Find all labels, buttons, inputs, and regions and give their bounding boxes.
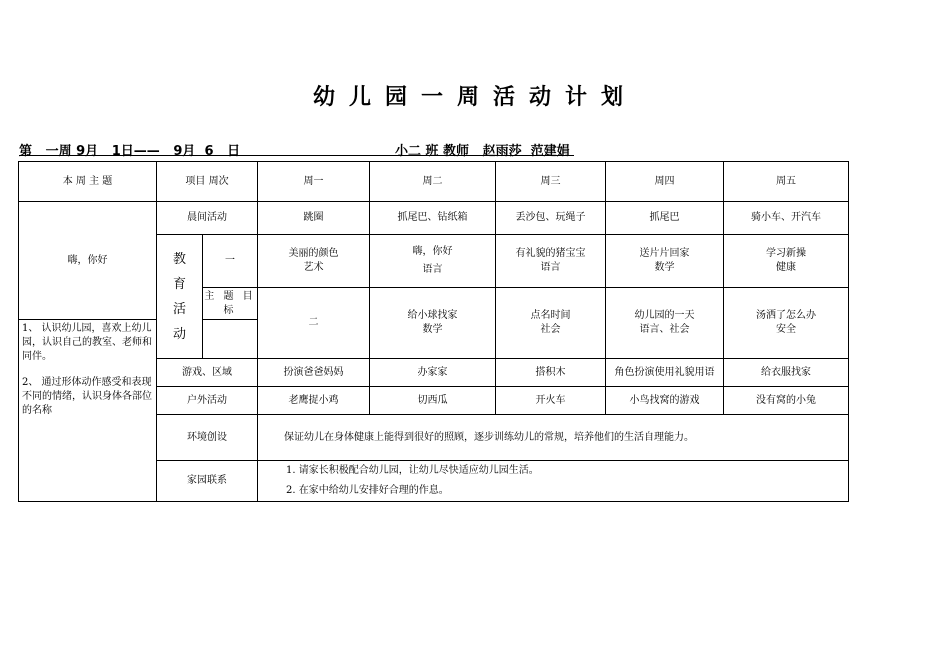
edu1-mon: 美丽的颜色 艺术 bbox=[258, 235, 370, 288]
day-header-wed: 周三 bbox=[496, 162, 606, 202]
morning-thu: 抓尾巴 bbox=[606, 202, 724, 235]
edu2-tue: 点名时间 社会 bbox=[496, 288, 606, 359]
games-mon: 扮演爸爸妈妈 bbox=[258, 359, 370, 387]
edu2-thu: 汤洒了怎么办 安全 bbox=[724, 288, 849, 359]
outdoor-mon: 老鹰捉小鸡 bbox=[258, 387, 370, 415]
item-column-header: 项目 周次 bbox=[157, 162, 258, 202]
games-label: 游戏、区域 bbox=[157, 359, 258, 387]
games-wed: 搭积木 bbox=[496, 359, 606, 387]
morning-row bbox=[19, 202, 849, 235]
goals-text bbox=[19, 320, 157, 502]
edu1-tue: 嗨，你好 语言 bbox=[370, 235, 496, 288]
edu1-wed: 有礼貌的猪宝宝 语言 bbox=[496, 235, 606, 288]
header-row bbox=[19, 162, 849, 202]
theme-name: 嗨，你好 bbox=[19, 202, 157, 320]
education-label: 教 育 活 动 bbox=[157, 235, 203, 359]
page-title: 幼儿园一周活动计划 bbox=[312, 85, 637, 110]
morning-mon: 跳圈 bbox=[258, 202, 370, 235]
home-text bbox=[258, 461, 849, 502]
outdoor-wed: 开火车 bbox=[496, 387, 606, 415]
edu1-thu: 送片片回家 数学 bbox=[606, 235, 724, 288]
home-label: 家园联系 bbox=[157, 461, 258, 502]
education-session-2: 二 bbox=[258, 288, 370, 359]
morning-tue: 抓尾巴、钻纸箱 bbox=[370, 202, 496, 235]
games-thu: 角色扮演使用礼貌用语 bbox=[606, 359, 724, 387]
edu1-fri: 学习新操 健康 bbox=[724, 235, 849, 288]
goals-label: 主 题 目 标 bbox=[203, 288, 258, 320]
day-header-tue: 周二 bbox=[370, 162, 496, 202]
outdoor-thu: 小鸟找窝的游戏 bbox=[606, 387, 724, 415]
day-header-fri: 周五 bbox=[724, 162, 849, 202]
home-item-1: 1. 请家长积极配合幼儿园，让幼儿尽快适应幼儿园生活。 bbox=[286, 465, 539, 476]
morning-wed: 丢沙包、玩绳子 bbox=[496, 202, 606, 235]
day-header-mon: 周一 bbox=[258, 162, 370, 202]
home-item-2: 2. 在家中给幼儿安排好合理的作息。 bbox=[286, 485, 449, 496]
day-header-thu: 周四 bbox=[606, 162, 724, 202]
theme-column-header: 本 周 主 题 bbox=[19, 162, 157, 202]
games-tue: 办家家 bbox=[370, 359, 496, 387]
environment-text: 保证幼儿在身体健康上能得到很好的照顾，逐步训练幼儿的常规，培养他们的生活自理能力。 bbox=[258, 415, 849, 461]
environment-label: 环境创设 bbox=[157, 415, 258, 461]
weekly-plan-table bbox=[18, 161, 849, 502]
class-teachers: 小二 班 教师 赵雨莎 范建娟 bbox=[395, 144, 570, 159]
week-range: 第 一周 9月 1日—— 9月 6 日 bbox=[19, 144, 241, 159]
header-underline bbox=[19, 155, 574, 156]
edu2-wed: 幼儿园的一天 语言、社会 bbox=[606, 288, 724, 359]
outdoor-fri: 没有窝的小兔 bbox=[724, 387, 849, 415]
outdoor-tue: 切西瓜 bbox=[370, 387, 496, 415]
games-fri: 给衣服找家 bbox=[724, 359, 849, 387]
morning-label: 晨间活动 bbox=[157, 202, 258, 235]
education-session-1: 一 bbox=[203, 235, 258, 288]
outdoor-label: 户外活动 bbox=[157, 387, 258, 415]
morning-fri: 骑小车、开汽车 bbox=[724, 202, 849, 235]
edu2-mon: 给小球找家 数学 bbox=[370, 288, 496, 359]
goal-2: 2、 通过形体动作感受和表现不同的情绪，认识身体各部位的名称 bbox=[22, 377, 152, 416]
goal-1: 1、 认识幼儿园，喜欢上幼儿园，认识自己的教室、老师和同伴。 bbox=[22, 323, 152, 362]
